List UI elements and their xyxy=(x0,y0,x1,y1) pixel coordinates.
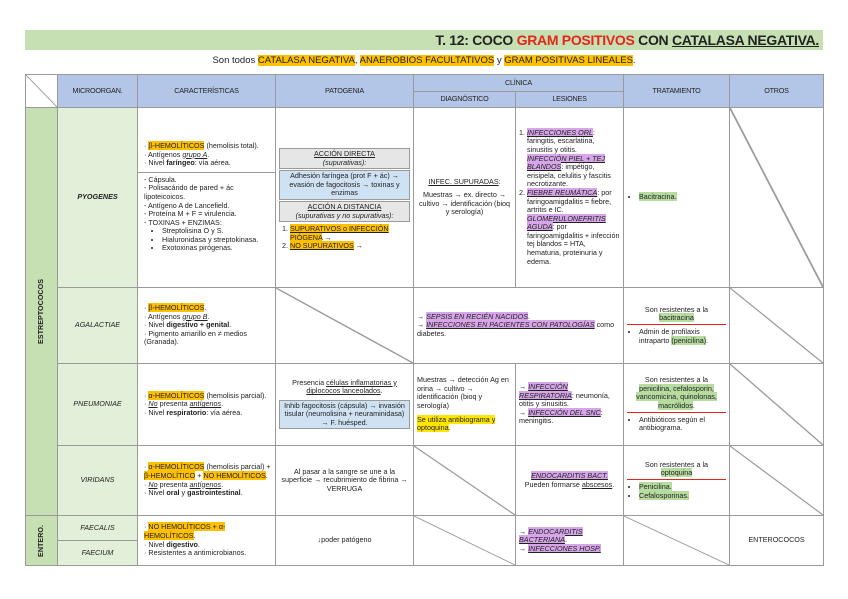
pyogenes-tratamiento: • Bacitracina. xyxy=(624,108,730,288)
row-faecalis xyxy=(26,516,824,541)
pyogenes-diagnostico: INFEC. SUPURADAS: Muestras → ex. directo → cultivo → identificación (bioq y serología) xyxy=(414,108,516,288)
pneumoniae-patogenia: Presencia células inflamatorias y diplococos lanceolados. Inhib fagocitosis (cápsula) → invasión tisular (neumolisina + neuraminidasa) → F. huésped. xyxy=(276,364,414,446)
entero-lesiones: → ENDOCARDITIS BACTERIANA. → INFECCIONES HOSP. xyxy=(516,516,624,566)
pneumoniae-otros-empty xyxy=(730,364,824,446)
viridans-tratamiento: Son resistentes a la optoquina • Penicilina. • Cefalosporinas. xyxy=(624,446,730,516)
pneumoniae-caracteristicas: · α-HEMOLÍTICOS (hemolisis parcial). · No presenta antígenos. · Nivel respiratorio: vía aérea. xyxy=(138,364,276,446)
agalactiae-patogenia-empty xyxy=(276,288,414,364)
viridans-diagnostico-empty xyxy=(414,446,516,516)
header-otros: OTROS xyxy=(730,75,824,108)
row-viridans xyxy=(26,446,824,516)
agalactiae-clinica: → SEPSIS EN RECIÉN NACIDOS. → INFECCIONES EN PACIENTES CON PATOLOGÍAS como diabetes. xyxy=(414,288,624,364)
entero-caracteristicas: · NO HEMOLÍTICOS + α-HEMOLÍTICOS. · Nivel digestivo. · Resistentes a antimicrobianos. xyxy=(138,516,276,566)
org-agalactiae: AGALACTIAE xyxy=(58,288,138,364)
org-pneumoniae: PNEUMONIAE xyxy=(58,364,138,446)
viridans-caracteristicas: · α-HEMOLÍTICOS (hemolisis parcial) + β-HEMOLÍTICO + NO HEMOLÍTICOS. · No presenta antígenos. · Nivel oral y gastrointestinal. xyxy=(138,446,276,516)
header-clinica: CLÍNICA xyxy=(414,75,624,92)
viridans-otros-empty xyxy=(730,446,824,516)
org-faecalis: FAECALIS xyxy=(58,516,138,541)
pneumoniae-diagnostico: Muestras → detección Ag en orina → cultivo → identificación (bioq y serología) Se utiliza antibiograma y optoquina. xyxy=(414,364,516,446)
entero-diagnostico-empty xyxy=(414,516,516,566)
pyogenes-caracteristicas: · β-HEMOLÍTICOS (hemolisis total). · Antígenos grupo A. · Nivel faríngeo: vía aérea. - Cápsula. - Polisacárido de pared + ác lipoteicoicos. - Antígeno A de Lancefield. - Proteína M + F = virulencia. - TOXINAS + ENZIMAS: • Streptolisina O y S. • Hialuronidasa y streptokinasa. • Exotoxinas pirógenas. xyxy=(138,108,276,288)
row-agalactiae xyxy=(26,288,824,364)
pneumoniae-tratamiento: Son resistentes a la penicilina, cefalosporin, vancomicina, quinolonas, macrólidos. • Antibióticos según el antibiograma. xyxy=(624,364,730,446)
pyogenes-otros-empty xyxy=(730,108,824,288)
entero-tratamiento-empty xyxy=(624,516,730,566)
header-microorg: MICROORGAN. xyxy=(58,75,138,108)
pyogenes-lesiones: 1. INFECCIONES ORL: faringitis, escarlatina, sinusitis y otitis. INFECCIÓN PIEL + TEJ BLANDOS: impétigo, erisipela, celulitis y fascitis necrotizante. 2. FIEBRE REUMÁTICA: por faringoamigdalitis = fiebre, artritis e IC. GLOMERULONEFRITIS AGUDA: por faringoamigdalitis + infección tej blandos = HTA, hematuria, proteinuria y edema. xyxy=(516,108,624,288)
group-entero: ENTERO. xyxy=(26,516,58,566)
header-caracteristicas: CARACTERÍSTICAS xyxy=(138,75,276,108)
subtitle: Son todos CATALASA NEGATIVA, ANAEROBIOS FACULTATIVOS y GRAM POSITIVAS LINEALES. xyxy=(212,55,636,66)
row-pneumoniae xyxy=(26,364,824,446)
agalactiae-caracteristicas: · β-HEMOLÍTICOS. · Antígenos grupo B. · Nivel digestivo + genital. · Pigmento amarillo en ≠ medios (Granada). xyxy=(138,288,276,364)
header-diagnostico: DIAGNÓSTICO xyxy=(414,92,516,108)
viridans-patogenia: Al pasar a la sangre se une a la superficie → recubrimiento de fibrina → VERRUGA xyxy=(276,446,414,516)
agalactiae-otros-empty xyxy=(730,288,824,364)
viridans-lesiones: ENDOCARDITIS BACT. Pueden formarse abscesos. xyxy=(516,446,624,516)
document-title: T. 12: COCO GRAM POSITIVOS CON CATALASA NEGATIVA. xyxy=(25,30,823,50)
header-lesiones: LESIONES xyxy=(516,92,624,108)
row-pyogenes xyxy=(26,108,824,288)
org-viridans: VIRIDANS xyxy=(58,446,138,516)
header-tratamiento: TRATAMIENTO xyxy=(624,75,730,108)
corner-cell xyxy=(26,75,58,108)
pneumoniae-lesiones: → INFECCIÓN RESPIRATORIA: neumonía, otitis y sinusitis. → INFECCIÓN DEL SNC: meningitis. xyxy=(516,364,624,446)
pyogenes-patogenia: ACCIÓN DIRECTA (supurativas): Adhesión faríngea (prot F + ác) → evasión de fagocitosis → toxinas y enzimas ACCIÓN A DISTANCIA (supurativas y no supurativas): 1. SUPURATIVOS o INFECCIÓN PIÓGENA → 2. NO SUPURATIVOS → xyxy=(276,108,414,288)
org-pyogenes: PYOGENES xyxy=(58,108,138,288)
org-faecium: FAECIUM xyxy=(58,541,138,566)
summary-table xyxy=(25,74,824,566)
agalactiae-tratamiento: Son resistentes a la bacitracina • Admin de profilaxis intraparto (penicilina). xyxy=(624,288,730,364)
group-estreptococos: ESTREPTOCOCOS xyxy=(26,108,58,516)
header-patogenia: PATOGENIA xyxy=(276,75,414,108)
entero-patogenia: ↓poder patógeno xyxy=(276,516,414,566)
entero-otros: ENTEROCOCOS xyxy=(730,516,824,566)
